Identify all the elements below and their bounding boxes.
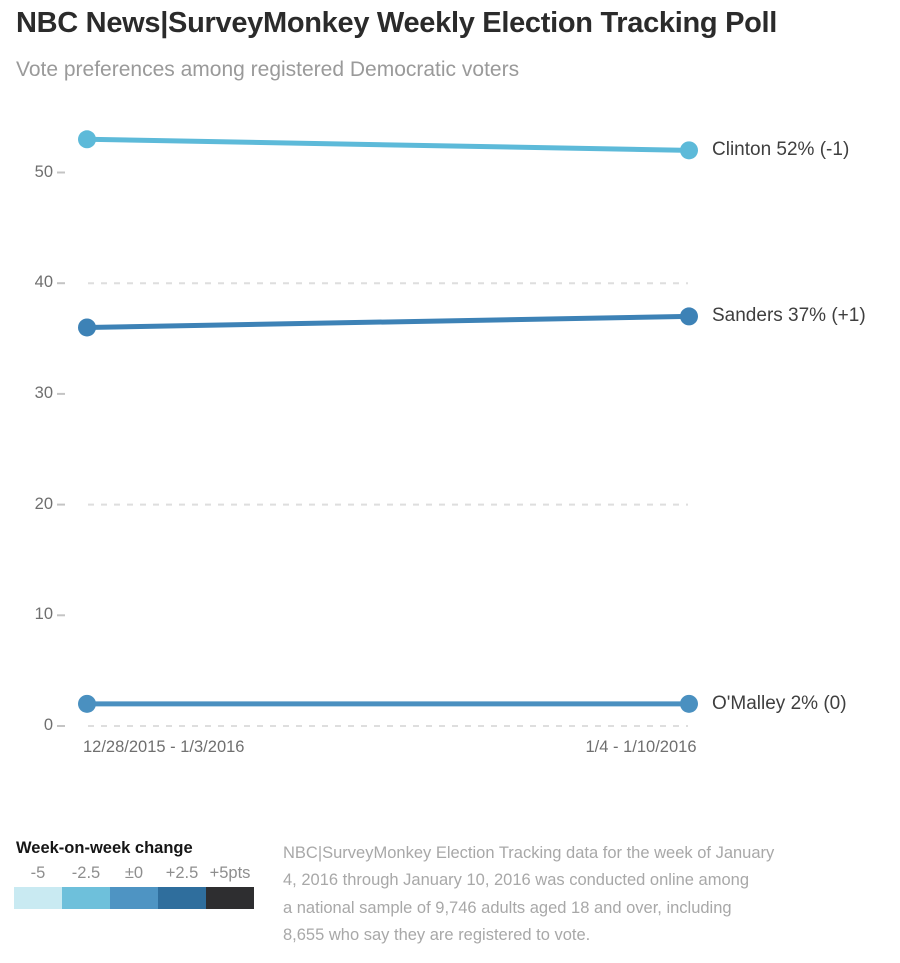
legend-title: Week-on-week change bbox=[16, 839, 193, 857]
footnote-line: 4, 2016 through January 10, 2016 was conducted online among bbox=[283, 871, 750, 890]
legend-segment-25 bbox=[62, 864, 110, 909]
legend-segment-label: -2.5 bbox=[71, 864, 101, 882]
legend-segment-label: -5 bbox=[30, 864, 46, 882]
y-tick-label-50: 50 bbox=[34, 162, 53, 181]
y-tick-label-0: 0 bbox=[43, 716, 53, 734]
legend-color-swatch bbox=[110, 887, 158, 909]
legend-segment-0 bbox=[110, 864, 158, 909]
y-tick-label-10: 10 bbox=[34, 605, 53, 624]
footnote-line: NBC|SurveyMonkey Election Tracking data for the week of January bbox=[283, 844, 775, 862]
series-label-clinton: Clinton 52% (-1) bbox=[712, 139, 850, 161]
y-tick-label-30: 30 bbox=[34, 383, 53, 402]
y-tick-label-20: 20 bbox=[34, 494, 53, 513]
series-line-sanders bbox=[87, 316, 689, 327]
series-line-clinton bbox=[87, 139, 689, 150]
data-point-clinton bbox=[680, 141, 698, 159]
footnote bbox=[283, 840, 774, 949]
legend-segment-5 bbox=[14, 864, 62, 909]
data-point-omalley bbox=[680, 695, 698, 713]
legend-color-swatch bbox=[14, 887, 62, 909]
data-point-clinton bbox=[78, 130, 96, 148]
legend-segment-label: +5pts bbox=[209, 864, 251, 882]
series-label-omalley: O'Malley 2% (0) bbox=[712, 692, 847, 714]
legend-color-swatch bbox=[206, 887, 254, 909]
x-axis-label-week1: 12/28/2015 - 1/3/2016 bbox=[83, 738, 245, 756]
data-point-sanders bbox=[680, 307, 698, 325]
legend-color-swatch bbox=[62, 887, 110, 909]
footnote-line: a national sample of 9,746 adults aged 18 and over, including bbox=[283, 898, 732, 917]
chart-title: NBC News|SurveyMonkey Weekly Election Tracking Poll bbox=[16, 7, 778, 39]
data-point-sanders bbox=[78, 318, 96, 336]
series-label-sanders: Sanders 37% (+1) bbox=[712, 305, 866, 327]
legend-segment-25 bbox=[158, 864, 206, 909]
y-tick-label-40: 40 bbox=[34, 273, 53, 292]
chart-subtitle: Vote preferences among registered Democratic voters bbox=[16, 58, 520, 81]
x-axis-label-week2: 1/4 - 1/10/2016 bbox=[585, 738, 697, 756]
data-point-omalley bbox=[78, 695, 96, 713]
legend-segment-5pts bbox=[206, 864, 254, 909]
legend-color-scale bbox=[14, 864, 254, 909]
legend-segment-label: ±0 bbox=[124, 864, 144, 882]
legend-segment-label: +2.5 bbox=[165, 864, 199, 882]
legend-color-swatch bbox=[158, 887, 206, 909]
footnote-line: 8,655 who say they are registered to vote. bbox=[283, 925, 591, 944]
